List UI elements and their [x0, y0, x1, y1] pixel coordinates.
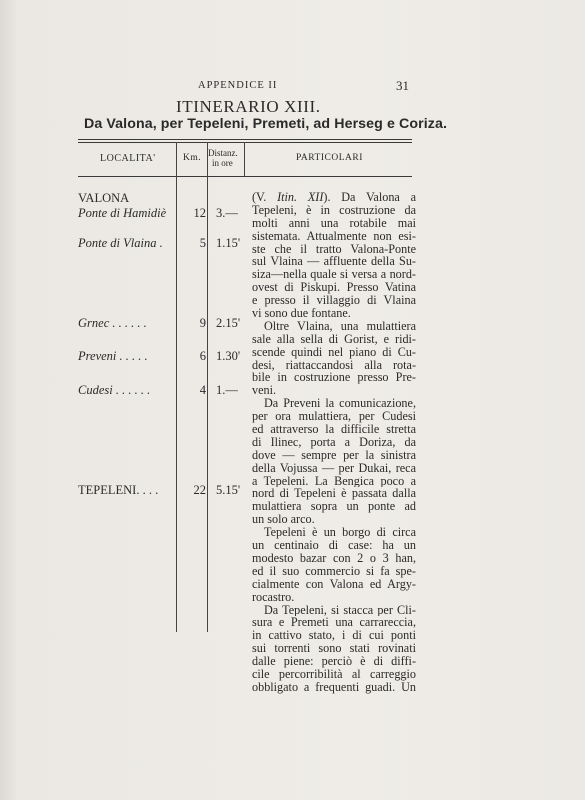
particolari-line: un solo arco.	[252, 513, 315, 527]
particolari-line: Oltre Vlaina, una mulattiera	[264, 319, 416, 333]
particolari-line: rocastro.	[252, 590, 295, 604]
localita-ore: 5.15'	[216, 483, 241, 497]
column-divider-3	[244, 142, 245, 176]
particolari-line: mulattiera sopra un ponte ad	[252, 500, 416, 514]
localita-name: VALONA	[78, 191, 130, 205]
particolari-line: Tepeleni, è in costruzione da	[252, 203, 416, 217]
particolari-line: siza—nella quale si versa a nord-	[252, 268, 416, 282]
table-top-rule-2	[78, 142, 412, 143]
header-km: Km.	[183, 153, 202, 163]
running-head	[0, 78, 585, 94]
localita-ore: 1.30'	[216, 349, 241, 363]
localita-name: Cudesi . . . . . .	[78, 383, 151, 397]
particolari-line: modesto bazar con 2 o 3 han,	[252, 551, 416, 565]
localita-km: 6	[199, 349, 206, 363]
particolari-line: scende quindi nel piano di Cu-	[252, 345, 416, 359]
particolari-line: Da Tepeleni, si stacca per Cli-	[264, 603, 416, 617]
header-in-ore: in ore	[212, 158, 233, 168]
particolari-line: cialmente con Valona ed Argy-	[252, 577, 416, 591]
localita-name: TEPELENI. . . .	[78, 483, 159, 497]
header-particolari: PARTICOLARI	[296, 153, 363, 163]
particolari-line: sistemata. Attualmente non esi-	[252, 229, 416, 243]
particolari-line: obbligato a frequenti guadi. Un	[252, 680, 416, 694]
localita-name: Ponte di Hamidiè	[78, 206, 167, 220]
particolari-line: a Tepeleni. La Bengica poco a	[252, 474, 416, 488]
localita-ore: 1.—	[216, 383, 238, 397]
header-distanz: Distanz.	[208, 148, 238, 158]
localita-ore: 1.15'	[216, 236, 241, 250]
localita-name: Grnec . . . . . .	[78, 316, 147, 330]
particolari-line: veni.	[252, 384, 277, 398]
particolari-line: sura e Premeti una carrareccia,	[252, 616, 416, 630]
localita-km: 5	[199, 236, 206, 250]
particolari-line: nord di Tepeleni è passata dalla	[252, 487, 416, 501]
particolari-line: di Ilinec, porta a Doriza, da	[252, 435, 416, 449]
localita-km: 4	[199, 383, 206, 397]
particolari-line: (V. Itin. XII). Da Valona a	[252, 191, 416, 204]
particolari-line: e presso il villaggio di Vlaina	[252, 294, 416, 308]
particolari-line: sul Vlaina — affluente della Su-	[252, 255, 416, 269]
particolari-line: sui torrenti sono stati rovinati	[252, 642, 416, 656]
particolari-line: vi sono due fontane.	[252, 307, 351, 320]
particolari-line: bile in costruzione presso Pre-	[252, 371, 416, 385]
localita-ore: 3.—	[216, 206, 238, 220]
particolari-line: un centinaio di case: ha un	[252, 539, 416, 552]
particolari-line: dove — sempre per la sinistra	[252, 448, 416, 462]
localita-km: 9	[199, 316, 206, 330]
header-localita: LOCALITA'	[100, 153, 156, 164]
particolari-line: ed il suo commercio si fa spe-	[252, 564, 416, 578]
itinerary-number: ITINERARIO XIII.	[176, 97, 321, 116]
running-head-title: APPENDICE II	[198, 80, 278, 91]
itinerary-route: Da Valona, per Tepeleni, Premeti, ad Herseg e Coriza.	[84, 116, 448, 132]
particolari-line: della Vojussa — per Dukai, reca	[252, 461, 416, 475]
page-number: 31	[396, 78, 409, 93]
localita-name: Preveni . . . . .	[78, 349, 148, 363]
particolari-line: Da Preveni la comunicazione,	[264, 397, 416, 411]
particolari-line: desi, riattaccandosi alla rota-	[252, 358, 416, 372]
table-header-rule	[78, 176, 412, 177]
particolari-line: sale alla sella di Gorist, e ridi-	[252, 332, 416, 346]
particolari-line: Tepeleni è un borgo di circa	[264, 526, 416, 540]
particolari-text	[252, 191, 416, 694]
particolari-line: dalle piene: perciò è di diffi-	[252, 655, 416, 668]
particolari-line: ed attraverso la difficile stretta	[252, 423, 416, 436]
particolari-line: ste che il tratto Valona-Ponte	[252, 242, 416, 256]
localita-km: 22	[193, 483, 206, 497]
localita-ore: 2.15'	[216, 316, 241, 330]
localita-name: Ponte di Vlaina .	[78, 236, 163, 250]
localita-km: 12	[193, 206, 206, 220]
particolari-line: molti anni una rotabile mai	[252, 216, 416, 230]
particolari-line: in cattivo stato, i di cui ponti	[252, 629, 416, 643]
particolari-line: ovest di Piskupi. Presso Vatina	[252, 281, 416, 295]
particolari-line: per ora mulattiera, per Cudesi	[252, 410, 416, 424]
table-top-rule	[78, 139, 412, 140]
column-divider-2	[207, 142, 208, 632]
particolari-line: cile percorribilità al carreggio	[252, 667, 416, 681]
